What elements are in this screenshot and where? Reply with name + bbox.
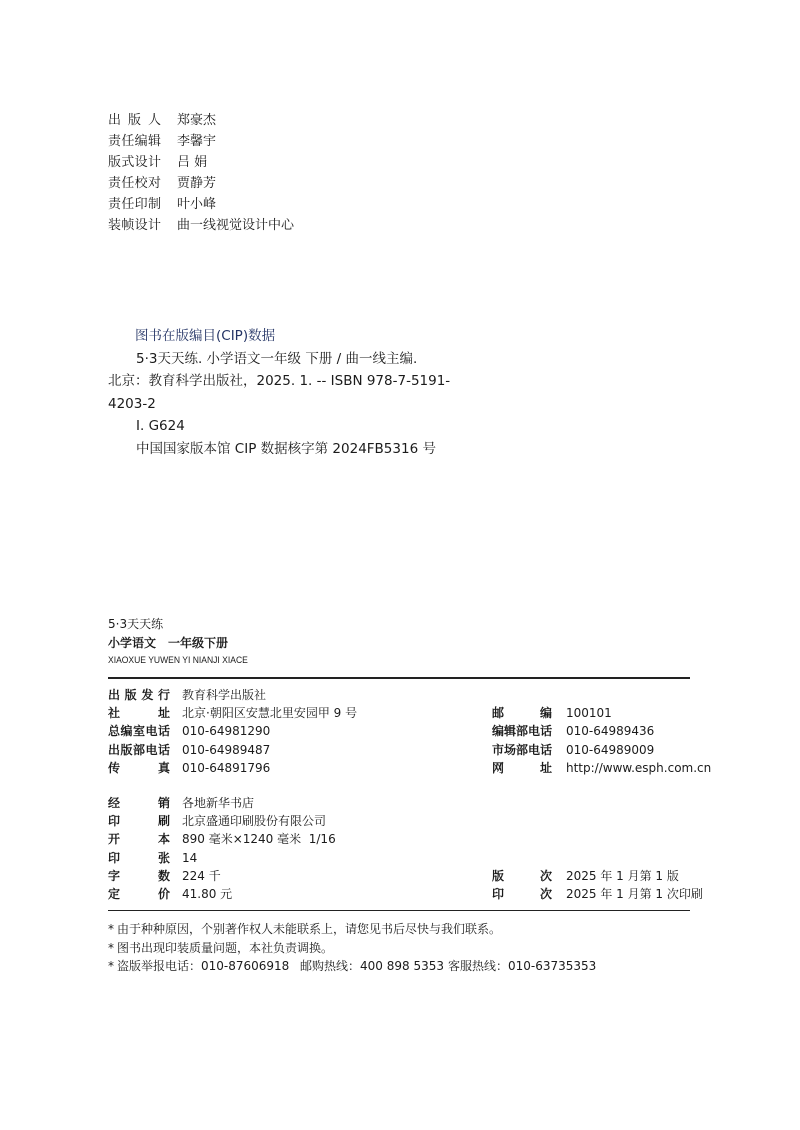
cip-line: 4203-2 — [108, 395, 156, 412]
cip-heading: 图书在版编目(CIP)数据 — [135, 328, 276, 344]
label-char: 辑 — [147, 134, 161, 149]
label-char: 网 — [492, 760, 505, 775]
credit-row — [108, 173, 294, 194]
label-char: 张 — [157, 850, 170, 865]
label-char: 真 — [157, 760, 170, 775]
label-char: 话 — [540, 724, 553, 739]
credit-row — [108, 152, 294, 173]
label-char: 电 — [528, 742, 541, 757]
info-label — [492, 759, 552, 777]
label-char: 话 — [540, 742, 553, 757]
book-title — [108, 635, 228, 651]
credit-label — [108, 194, 161, 215]
cip-block — [108, 325, 450, 461]
book-volume: 一年级下册 — [168, 636, 229, 650]
label-char: 校 — [134, 176, 148, 191]
cip-line: Ⅰ. G624 — [136, 418, 185, 435]
credit-row — [108, 110, 294, 131]
table-row — [108, 686, 690, 704]
credit-value: 贾静芳 — [177, 176, 217, 191]
label-char: 帧 — [121, 218, 135, 233]
label-char: 对 — [147, 176, 161, 191]
info-label — [108, 830, 170, 848]
label-char: 话 — [157, 742, 170, 757]
credit-value: 郑豪杰 — [177, 113, 217, 128]
label-char: 开 — [108, 832, 121, 847]
info-value: 2025 年 1 月第 1 版 — [566, 868, 679, 883]
label-char: 市 — [492, 742, 505, 757]
info-label — [108, 867, 170, 885]
website-value: http://www.esph.com.cn — [566, 760, 712, 775]
credit-label — [108, 173, 161, 194]
credit-label — [108, 131, 161, 152]
info-label — [108, 759, 170, 777]
credit-label — [108, 110, 161, 131]
label-char: 设 — [134, 218, 148, 233]
label-char: 出 — [108, 688, 121, 702]
label-char: 出 — [108, 113, 122, 128]
table-row — [108, 867, 690, 885]
table-row — [108, 759, 712, 777]
info-value: 010-64989436 — [566, 724, 655, 739]
info-label — [108, 722, 170, 740]
info-value: 010-64981290 — [182, 724, 271, 739]
label-char: 数 — [157, 868, 170, 883]
label-char: 出 — [108, 742, 121, 757]
credit-label — [108, 215, 161, 236]
label-char: 址 — [539, 760, 552, 775]
note-marker: * — [108, 959, 114, 973]
label-char: 电 — [528, 724, 541, 739]
label-char: 责 — [108, 134, 122, 149]
note-text: 图书出现印装质量问题，本社负责调换。 — [117, 940, 334, 955]
label-char: 印 — [108, 850, 121, 865]
credit-value: 叶小峰 — [177, 197, 217, 212]
label-char: 辑 — [504, 724, 517, 739]
piracy-hotline: 盗版举报电话：010-87606918 — [117, 959, 290, 973]
label-char: 计 — [147, 155, 161, 170]
info-label — [108, 885, 170, 903]
credit-label — [108, 152, 161, 173]
label-char: 本 — [157, 832, 170, 847]
label-char: 定 — [108, 886, 121, 901]
label-char: 室 — [132, 724, 145, 739]
label-char: 印 — [134, 197, 148, 212]
label-char: 编 — [539, 706, 552, 721]
label-char: 邮 — [492, 706, 505, 721]
info-label — [108, 686, 170, 704]
credits-list — [108, 110, 294, 236]
label-char: 设 — [134, 155, 148, 170]
label-char: 总 — [108, 724, 121, 739]
print-table — [108, 794, 703, 903]
label-char: 传 — [108, 760, 121, 775]
label-char: 电 — [145, 742, 158, 757]
label-char: 版 — [127, 113, 141, 128]
customer-service-hotline: 客服热线：010-63735353 — [448, 959, 597, 973]
table-row — [108, 830, 690, 848]
label-char: 人 — [147, 113, 161, 128]
label-char: 印 — [108, 814, 121, 829]
credit-value: 李馨宇 — [177, 134, 217, 149]
book-pinyin: XIAOXUE YUWEN YI NIANJI XIACE — [108, 655, 248, 666]
info-value: 北京·朝阳区安慧北里安园甲 9 号 — [182, 706, 358, 721]
label-char: 行 — [157, 688, 170, 702]
cip-line: 北京：教育科学出版社，2025. 1. -- ISBN 978-7-5191- — [108, 373, 451, 390]
info-label — [108, 849, 170, 867]
info-value: 2025 年 1 月第 1 次印刷 — [566, 886, 703, 901]
note-row — [108, 920, 690, 939]
label-char: 编 — [134, 134, 148, 149]
note-marker: * — [108, 940, 114, 955]
info-label — [108, 812, 170, 830]
label-char: 版 — [492, 868, 505, 883]
mail-order-hotline: 邮购热线：400 898 5353 — [300, 959, 444, 973]
label-char: 版 — [124, 688, 137, 702]
label-char: 任 — [121, 134, 135, 149]
label-char: 社 — [108, 706, 121, 721]
label-char: 次 — [539, 886, 552, 901]
table-row — [108, 704, 690, 722]
label-char: 装 — [108, 218, 122, 233]
info-label — [492, 722, 552, 740]
label-char: 版 — [108, 155, 122, 170]
label-char: 计 — [147, 218, 161, 233]
info-value: 010-64989487 — [182, 742, 271, 757]
label-char: 责 — [108, 176, 122, 191]
info-value: 北京盛通印刷股份有限公司 — [182, 814, 327, 829]
info-value: 224 千 — [182, 868, 221, 883]
cip-line: 5·3天天练. 小学语文一年级 下册 / 曲一线主编. — [136, 350, 418, 367]
label-char: 印 — [492, 886, 505, 901]
credit-value: 吕 娟 — [177, 155, 208, 170]
note-row — [108, 939, 690, 958]
note-marker: * — [108, 922, 114, 936]
info-value: 890 毫米×1240 毫米 1/16 — [182, 832, 336, 847]
label-char: 部 — [132, 742, 145, 757]
info-label — [492, 885, 552, 903]
label-char: 次 — [539, 868, 552, 883]
label-char: 部 — [516, 742, 529, 757]
note-text: 由于种种原因，个别著作权人未能联系上，请您见书后尽快与我们联系。 — [117, 922, 502, 936]
label-char: 电 — [145, 724, 158, 739]
label-char: 经 — [108, 796, 121, 810]
price-value: 41.80 元 — [182, 886, 233, 901]
book-subject: 小学语文 — [108, 636, 157, 650]
label-char: 任 — [121, 197, 135, 212]
info-value: 各地新华书店 — [182, 796, 255, 810]
info-value: 010-64989009 — [566, 742, 655, 757]
info-value: 教育科学出版社 — [182, 688, 267, 702]
book-series: 5·3天天练 — [108, 617, 164, 631]
label-char: 式 — [121, 155, 135, 170]
label-char: 部 — [516, 724, 529, 739]
info-label — [108, 704, 170, 722]
info-label — [108, 741, 170, 759]
label-char: 编 — [120, 724, 133, 739]
table-row — [108, 741, 690, 759]
info-label — [492, 867, 552, 885]
info-label — [492, 704, 552, 722]
info-value: 100101 — [566, 706, 612, 721]
publisher-table — [108, 686, 712, 777]
label-char: 制 — [147, 197, 161, 212]
notes — [108, 920, 690, 976]
credit-row — [108, 194, 294, 215]
info-value: 14 — [182, 850, 198, 865]
label-char: 话 — [157, 724, 170, 739]
cip-line: 中国国家版本馆 CIP 数据核字第 2024FB5316 号 — [136, 440, 436, 457]
label-char: 字 — [108, 868, 121, 883]
label-char: 址 — [157, 706, 170, 721]
label-char: 价 — [157, 886, 170, 901]
table-row — [108, 885, 703, 903]
credit-value: 曲一线视觉设计中心 — [177, 218, 295, 233]
table-row — [108, 794, 690, 812]
label-char: 编 — [492, 724, 505, 739]
info-value: 010-64891796 — [182, 760, 271, 775]
label-char: 销 — [157, 796, 170, 810]
credit-row — [108, 131, 294, 152]
label-char: 责 — [108, 197, 122, 212]
label-char: 版 — [120, 742, 133, 757]
label-char: 刷 — [157, 814, 170, 829]
table-row — [108, 722, 690, 740]
info-label — [108, 794, 170, 812]
divider-top — [108, 677, 690, 679]
credit-row — [108, 215, 294, 236]
label-char: 发 — [141, 688, 154, 702]
table-row — [108, 812, 690, 830]
info-label — [492, 741, 552, 759]
label-char: 场 — [504, 742, 517, 757]
table-row — [108, 849, 690, 867]
divider-bottom — [108, 910, 690, 911]
label-char: 任 — [121, 176, 135, 191]
note-row — [108, 957, 690, 976]
